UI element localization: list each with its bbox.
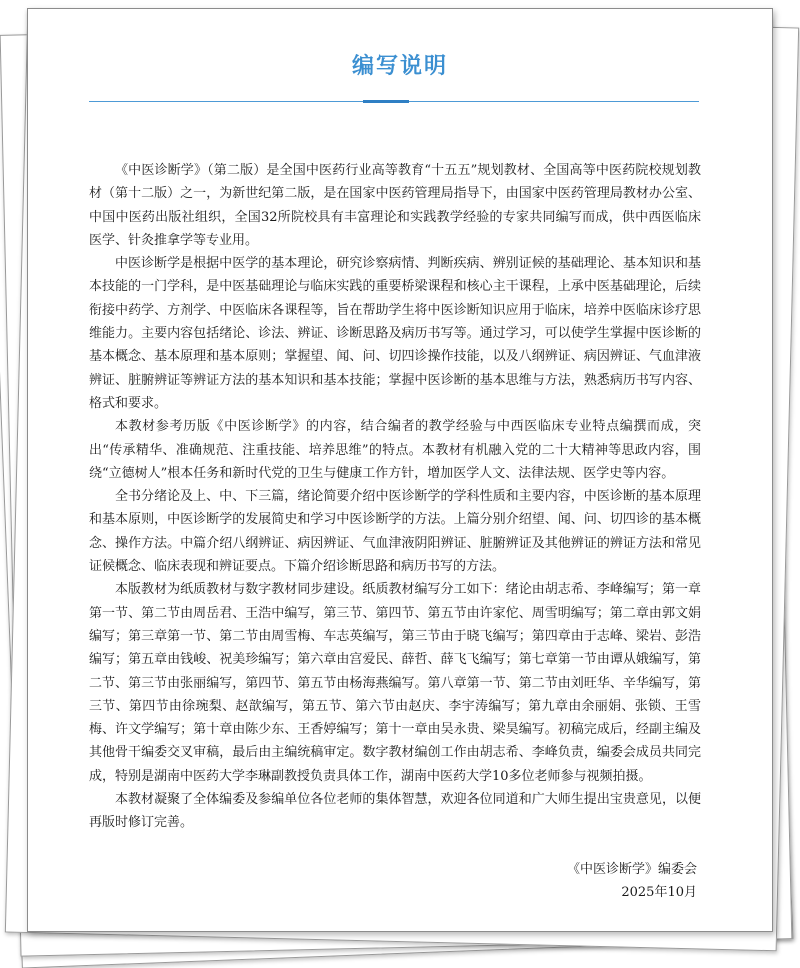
paragraph-5: 本版教材为纸质教材与数字教材同步建设。纸质教材编写分工如下：绪论由胡志希、李峰编写；第一章第一节、第二节由周岳君、王浩中编写，第三节、第四节、第五节由许家佗、周雪明编写；第二章由郭文娟编写；第三章第一节、第二节由周雪梅、车志英编写，第三节由于晓飞编写；第四章由于志峰、梁岩、彭浩编写；第五章由钱峻、祝美珍编写；第六章由宫爱民、薛哲、薛飞飞编写；第七章第一节由谭从娥编写，第二节、第三节由张丽编写，第四节、第五节由杨海燕编写。第八章第一节、第二节由刘旺华、辛华编写，第三节、第四节由徐琬梨、赵歆编写，第五节、第六节由赵庆、李宇涛编写；第九章由余丽娟、张锁、王雪梅、许文学编写；第十章由陈少东、王香婷编写；第十一章由吴永贵、梁昊编写。初稿完成后，经副主编及其他骨干编委交叉审稿，最后由主编统稿审定。数字教材编创工作由胡志希、李峰负责，编委会成员共同完成，特别是湖南中医药大学李琳副教授负责具体工作，湖南中医药大学10多位老师参与视频拍摄。 [89,582,701,784]
paragraph-6: 本教材凝聚了全体编委及参编单位各位老师的集体智慧，欢迎各位同道和广大师生提出宝贵意见，以便再版时修订完善。 [89,792,701,831]
signature-date: 2025年10月 [621,885,697,900]
page-title: 编写说明 [351,54,448,79]
title-divider-accent [363,100,409,103]
signature-block [567,858,697,904]
paragraph-1: 《中医诊断学》（第二版）是全国中医药行业高等教育“十五五”规划教材、全国高等中医药院校规划教材（第十二版）之一，为新世纪第二版，是在国家中医药管理局指导下，由国家中医药管理局教材办公室、中国中医药出版社组织，全国32所院校具有丰富理论和实践教学经验的专家共同编写而成，供中西医临床医学、针灸推拿学等专业用。 [89,163,701,248]
signature-committee: 《中医诊断学》编委会 [566,862,697,877]
paragraph-2: 中医诊断学是根据中医学的基本理论，研究诊察病情、判断疾病、辨别证候的基础理论、基本知识和基本技能的一门学科，是中医基础理论与临床实践的重要桥梁课程和核心主干课程，上承中医基础理论，后续衔接中药学、方剂学、中医临床各课程等，旨在帮助学生将中医诊断知识应用于临床，培养中医临床诊疗思维能力。主要内容包括绪论、诊法、辨证、诊断思路及病历书写等。通过学习，可以使学生掌握中医诊断的基本概念、基本原理和基本原则；掌握望、闻、问、切四诊操作技能，以及八纲辨证、病因辨证、气血津液辨证、脏腑辨证等辨证方法的基本知识和基本技能；掌握中医诊断的基本思维与方法，熟悉病历书写内容、格式和要求。 [89,256,701,411]
paragraph-4: 全书分绪论及上、中、下三篇，绪论简要介绍中医诊断学的学科性质和主要内容，中医诊断的基本原理和基本原则，中医诊断学的发展简史和学习中医诊断学的方法。上篇分别介绍望、闻、问、切四诊的基本概念、操作方法。中篇介绍八纲辨证、病因辨证、气血津液阴阳辨证、脏腑辨证及其他辨证的辨证方法和常见证候概念、临床表现和辨证要点。下篇介绍诊断思路和病历书写的方法。 [89,489,701,575]
body-text [89,159,701,835]
paragraph-3: 本教材参考历版《中医诊断学》的内容，结合编者的教学经验与中西医临床专业特点编撰而成，突出“传承精华、准确规范、注重技能、培养思维”的特点。本教材有机融入党的二十大精神等思政内容，围绕“立德树人”根本任务和新时代党的卫生与健康工作方针，增加医学人文、法律法规、医学史等内容。 [89,419,701,481]
document-page [27,8,773,932]
